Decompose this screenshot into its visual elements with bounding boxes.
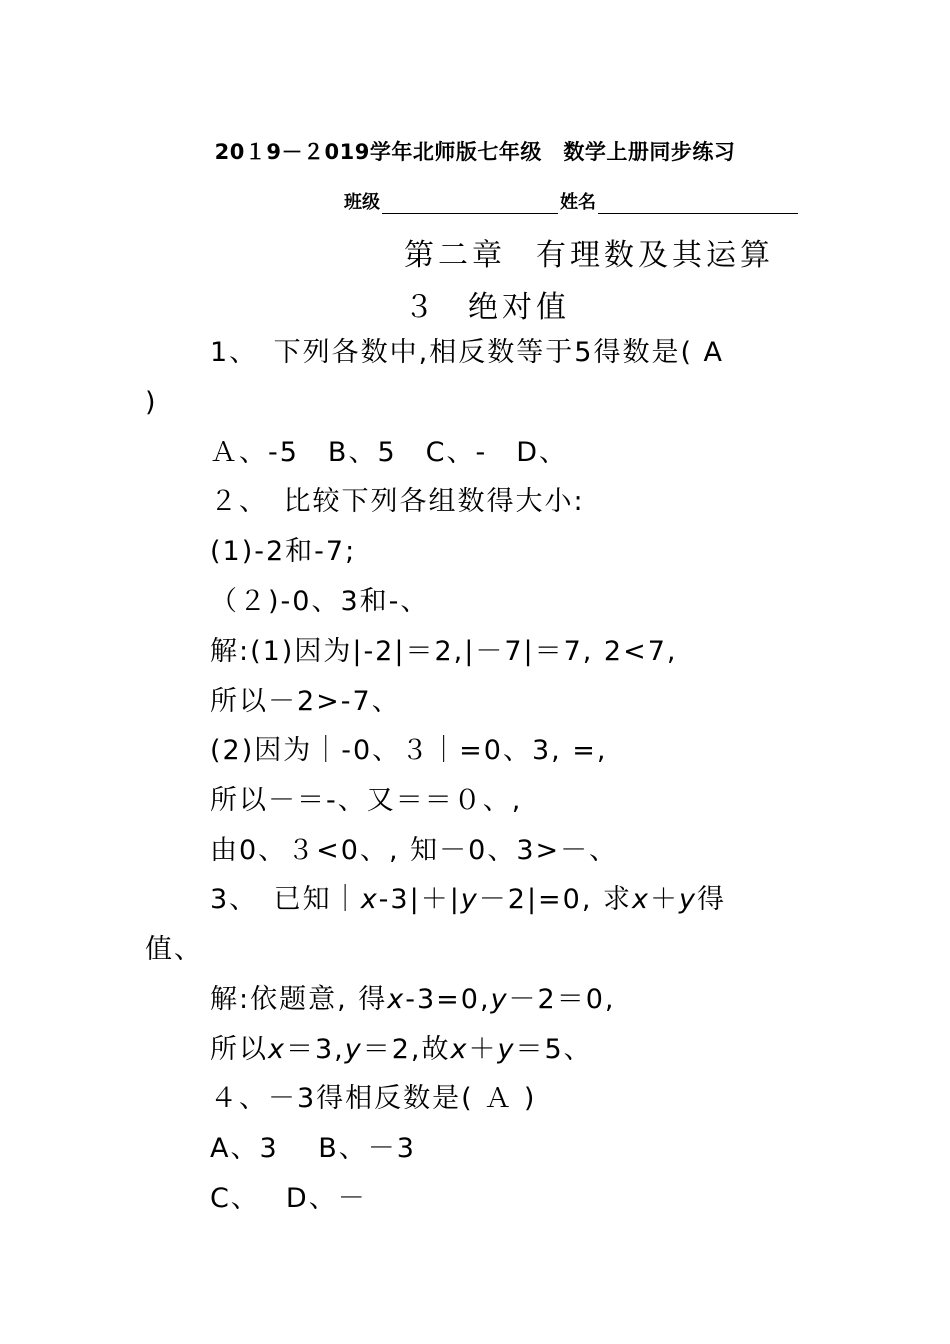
question-3-text: 3、 已知｜: [210, 884, 361, 915]
section-heading: [404, 282, 570, 326]
chapter-heading: [404, 230, 774, 274]
question-2: ２、 比较下列各组数得大小:: [210, 486, 585, 517]
chapter-subtitle: 有理数及其运算: [536, 238, 774, 273]
variable-y: y: [497, 1034, 516, 1065]
solution-2-line-5: 由0、３<0、, 知－0、3>－、: [210, 835, 619, 866]
variable-x: x: [450, 1034, 469, 1065]
question-3-text: ＋: [650, 884, 680, 915]
solution-2-line-2: 所以－2>-7、: [210, 686, 401, 717]
question-1-continuation: ): [145, 387, 158, 418]
solution-2-line-3: (2)因为｜-0、３｜=0、3, =,: [210, 735, 608, 766]
class-blank[interactable]: [382, 193, 558, 214]
question-4: ４、－3得相反数是( Ａ ): [210, 1083, 537, 1114]
question-1: 1、 下列各数中,相反数等于5得数是( A: [210, 337, 725, 368]
chapter-title: 第二章: [404, 238, 506, 273]
question-4-options-2: C、 D、－: [210, 1183, 367, 1214]
variable-x: x: [268, 1034, 286, 1065]
section-number: ３: [404, 290, 438, 325]
question-4-options-1: A、3 B、－3: [210, 1133, 416, 1164]
variable-y: y: [460, 884, 479, 915]
solution-2-line-1: 解:(1)因为|-2|＝2,|－7|＝7, 2<7,: [210, 636, 678, 667]
solution-3-text: -3=0,: [405, 984, 491, 1015]
section-title: 绝对值: [468, 290, 570, 325]
class-label: 班级: [344, 192, 380, 213]
variable-y: y: [344, 1034, 363, 1065]
question-3-text: 得: [697, 884, 726, 915]
variable-y: y: [490, 984, 509, 1015]
solution-3-line-2: [210, 1032, 593, 1068]
question-2-part-1: (1)-2和-7;: [210, 536, 357, 567]
solution-3-line-1: [210, 982, 616, 1018]
solution-2-line-4: 所以－＝-、又＝＝０、,: [210, 785, 523, 816]
question-3-text: -3|＋|: [378, 884, 461, 915]
question-3-continuation: 值、: [145, 934, 203, 965]
student-info-line: [344, 188, 800, 214]
question-3-text: －2|=0, 求: [478, 884, 633, 915]
solution-3-text: －2＝0,: [508, 984, 616, 1015]
solution-3-text: ＝2,故: [362, 1034, 451, 1065]
variable-y: y: [679, 884, 697, 915]
variable-x: x: [632, 884, 651, 915]
solution-3-text: ＝3,: [285, 1034, 345, 1065]
variable-x: x: [360, 884, 379, 915]
variable-x: x: [387, 984, 406, 1015]
solution-3-text: ＝5、: [515, 1034, 593, 1065]
question-1-options: Ａ、-5 B、5 C、- D、: [210, 437, 569, 468]
question-3: [210, 882, 726, 918]
name-blank[interactable]: [598, 193, 798, 214]
solution-3-text: ＋: [468, 1034, 498, 1065]
name-label: 姓名: [560, 192, 596, 213]
solution-3-text: 解:依题意, 得: [210, 984, 388, 1015]
document-title: 20１9－２019学年北师版七年级 数学上册同步练习: [214, 140, 736, 164]
question-2-part-2: （２)-0、3和-、: [210, 586, 430, 617]
solution-3-text: 所以: [210, 1034, 268, 1065]
